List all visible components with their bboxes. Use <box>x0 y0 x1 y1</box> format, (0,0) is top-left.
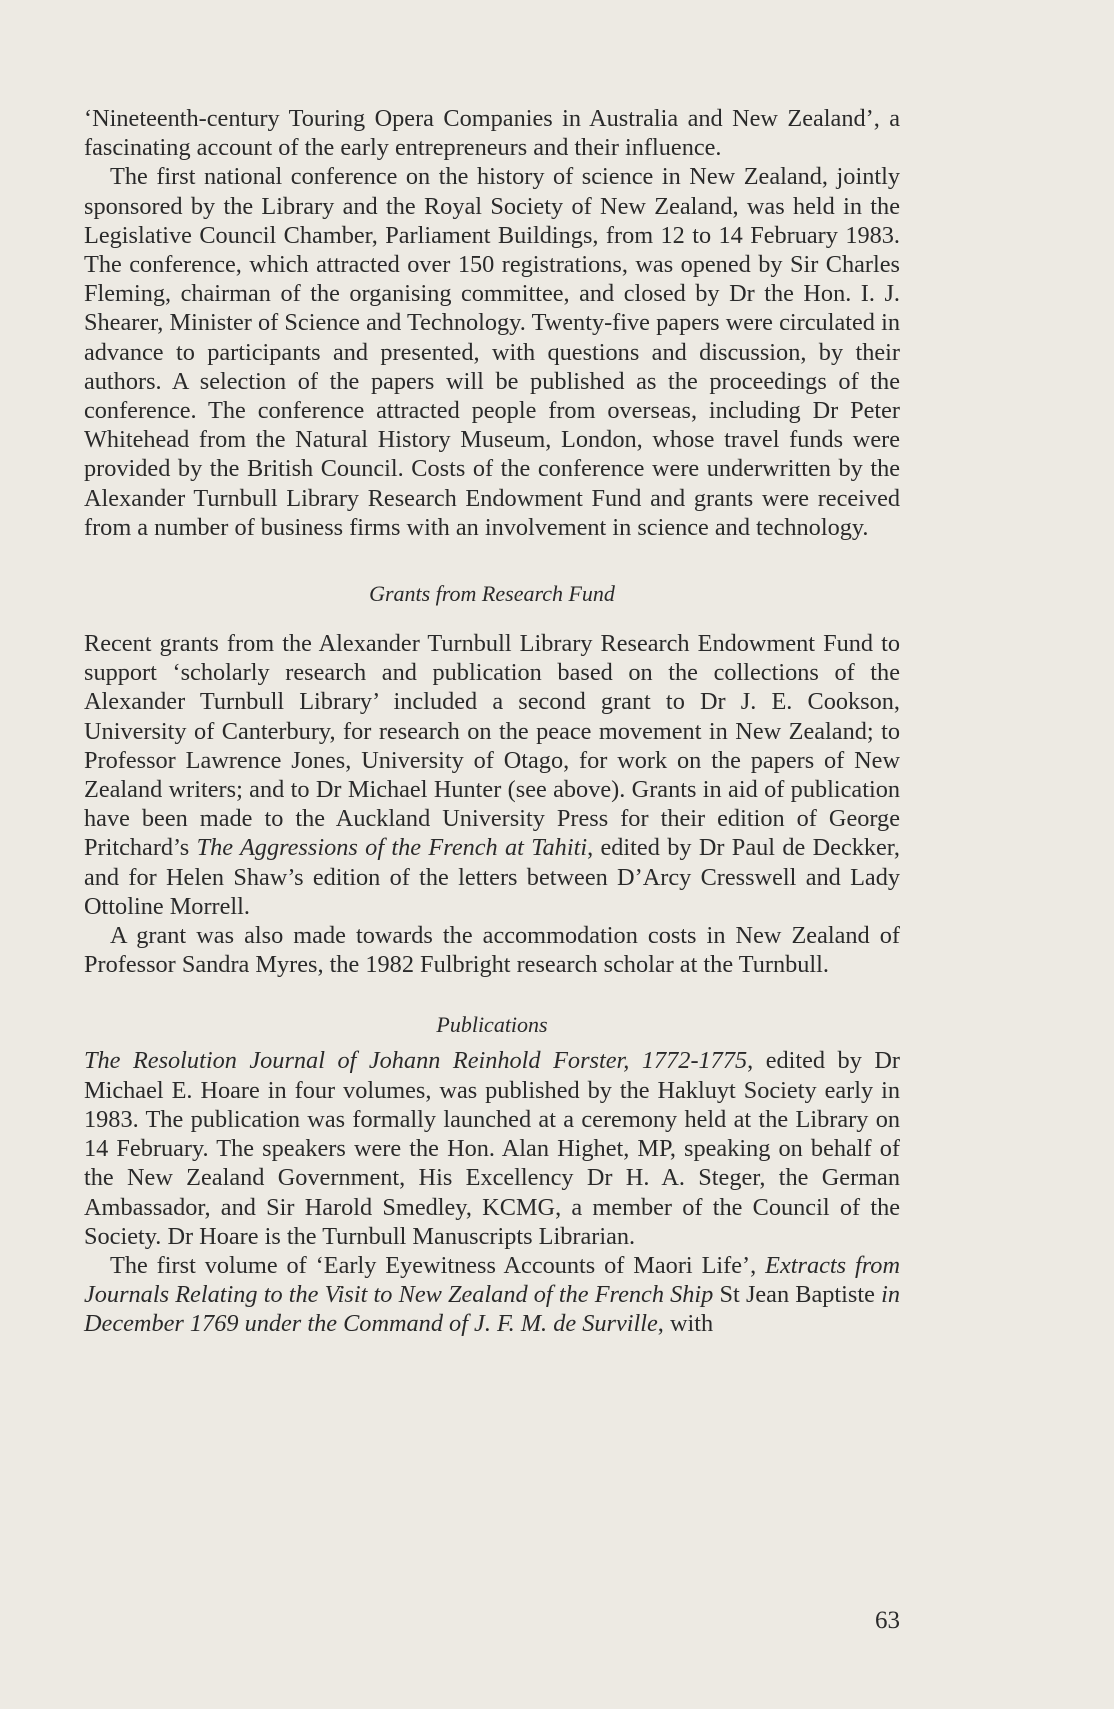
text-run: , with <box>657 1310 714 1338</box>
text-run: The first volume of ‘Early Eyewitness Accounts of Maori Life’, <box>110 1251 766 1279</box>
ship-name: St Jean Baptiste <box>713 1281 882 1309</box>
book-title-extracts-continued: in December 1769 under the Command of J. F. M. de Surville <box>84 1281 900 1338</box>
book-title-forster-journal: The Resolution Journal of Johann Reinhold Forster, 1772-1775 <box>84 1047 748 1075</box>
book-title-aggressions: The Aggressions of the French at Tahiti <box>196 834 588 862</box>
paragraph-history-of-science-conference: The first national conference on the history of science in New Zealand, jointly sponsored by the Library and the Royal Society of New Zealand, was held in the Legislative Council Chamber, Parliament Buildings, from 12 to 14 February 1983. The conference, which attracted over 150 registrations, was opened by Sir Charles Fleming, chairman of the organising committee, and closed by Dr the Hon. I. J. Shearer, Minister of Science and Technology. Twenty-five papers were circulated in advance to participants and presented, with questions and discussion, by their authors. A selection of the papers will be published as the proceedings of the conference. The conference attracted people from overseas, including Dr Peter Whitehead from the Natural History Museum, London, whose travel funds were provided by the British Council. Costs of the conference were underwritten by the Alexander Turnbull Library Research Endowment Fund and grants were received from a number of business firms with an involvement in science and technology. <box>84 163 900 541</box>
paragraph-eyewitness-accounts <box>84 1251 900 1339</box>
section-heading-grants: Grants from Research Fund <box>369 581 615 607</box>
paragraph-forster-journal <box>84 1046 900 1250</box>
text-run: , edited by Dr Michael E. Hoare in four volumes, was published by the Hakluyt Society early in 1983. The publication was formally launched at a ceremony held at the Library on 14 February. The speakers were the Hon. Alan Highet, MP, speaking on behalf of the New Zealand Government, His Excellency Dr H. A. Steger, the German Ambassador, and Sir Harold Smedley, KCMG, a member of the Council of the Society. Dr Hoare is the Turnbull Manuscripts Librarian. <box>84 1047 900 1250</box>
book-title-extracts: Extracts from Journals Relating to the Visit to New Zealand of the French Ship <box>84 1251 900 1309</box>
page-number: 63 <box>875 1607 900 1634</box>
paragraph-opera-companies: ‘Nineteenth-century Touring Opera Companies in Australia and New Zealand’, a fascinating account of the early entrepreneurs and their influence. <box>84 105 900 162</box>
text-run: , edited by Dr Paul de Deckker, and for Helen Shaw’s edition of the letters between D’Arcy Cresswell and Lady Ottoline Morrell. <box>84 834 900 920</box>
section-heading-publications: Publications <box>436 1012 548 1038</box>
paragraph-accommodation-grant: A grant was also made towards the accommodation costs in New Zealand of Professor Sandra Myres, the 1982 Fulbright research scholar at the Turnbull. <box>84 922 900 979</box>
text-run: Recent grants from the Alexander Turnbull Library Research Endowment Fund to support ‘scholarly research and publication based on the collections of the Alexander Turnbull Library’ included a second grant to Dr J. E. Cookson, University of Canterbury, for research on the peace movement in New Zealand; to Professor Lawrence Jones, University of Otago, for work on the papers of New Zealand writers; and to Dr Michael Hunter (see above). Grants in aid of publication have been made to the Auckland University Press for their edition of George Pritchard’s <box>84 630 900 862</box>
paragraph-recent-grants <box>84 629 900 921</box>
page-content <box>84 104 900 1339</box>
